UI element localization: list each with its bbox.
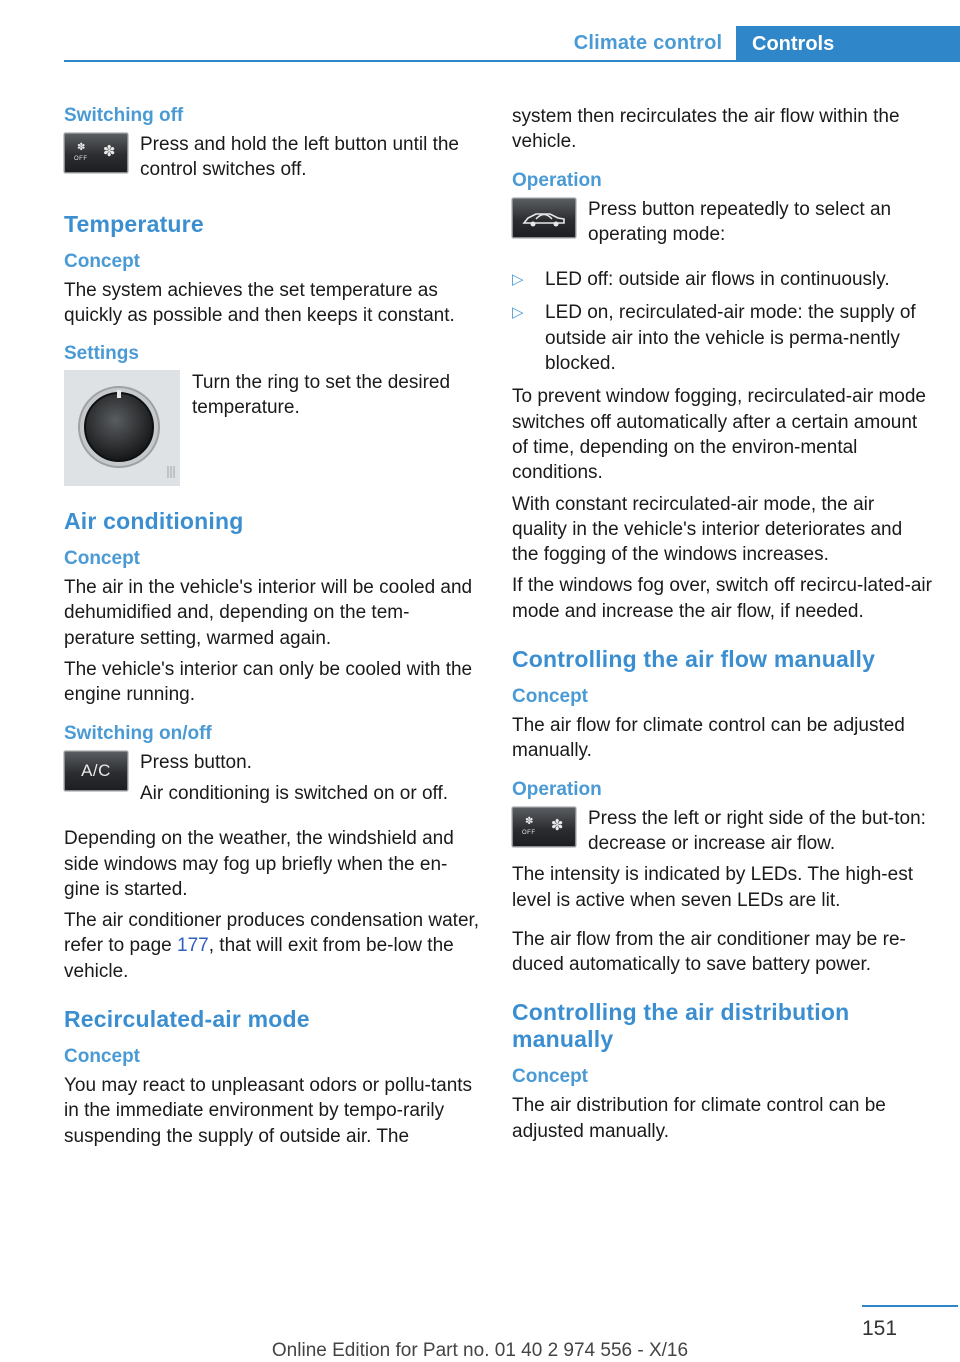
- header-chapter-tab: Controls: [736, 26, 960, 62]
- fan-icon: ✽: [102, 143, 116, 160]
- air-conditioning-title: Air conditioning: [64, 508, 244, 535]
- recirculated-air-title: Recirculated-air mode: [64, 1006, 310, 1033]
- distribution-concept: [512, 1065, 932, 1144]
- recirc-operation-heading: Operation: [512, 169, 602, 191]
- airflow-concept: [512, 685, 932, 764]
- air-flow-title: Controlling the air flow manually: [512, 646, 876, 673]
- temperature-title: Temperature: [64, 210, 204, 237]
- airflow-concept-text: The air flow for climate control can be adjusted manually.: [512, 715, 905, 762]
- ac-switch-heading: Switching on/off: [64, 722, 212, 744]
- temperature-settings-text: Turn the ring to set the desired temperature.: [192, 372, 451, 419]
- left-column: [64, 104, 480, 1163]
- fan-off-button-image: [64, 133, 128, 173]
- airflow-operation: [512, 778, 932, 913]
- airflow-operation-row: [512, 806, 932, 863]
- list-item: [512, 267, 932, 292]
- recirc-continued-text: system then recirculates the air flow within the vehicle.: [512, 106, 900, 153]
- fan-speed-button-image: [512, 807, 576, 847]
- ac-concept: [64, 547, 480, 707]
- switching-off-row: [64, 132, 480, 189]
- ac-condensation-text: [64, 908, 480, 984]
- header-rule: [64, 60, 960, 62]
- ac-concept-text-1: The air in the vehicle's interior will be cooled and dehumidified and, depending on the tem‐perature setting, warmed again.: [64, 577, 473, 649]
- fog-text-3: If the windows fog over, switch off recircu‐lated-air mode and increase the air flow, if needed.: [512, 575, 932, 622]
- switching-off-section: [64, 104, 480, 189]
- ac-switch-text-2: Air conditioning is switched on or off.: [140, 782, 449, 804]
- right-column: [512, 104, 932, 1158]
- fan-small-icon: ✽: [77, 142, 86, 153]
- ac-weather-text: Depending on the weather, the windshield and side windows may fog up briefly when the en‐gine is started.: [64, 828, 454, 900]
- temperature-settings-row: [64, 370, 480, 486]
- ac-switch-text-1: Press button.: [140, 751, 252, 773]
- recirc-button-image: [512, 198, 576, 238]
- switching-off-heading: Switching off: [64, 105, 184, 126]
- recirc-operation-text: Press button repeatedly to select an operating mode:: [588, 198, 892, 245]
- temperature-settings-heading: Settings: [64, 343, 139, 365]
- header-section-title: Climate control: [573, 31, 723, 54]
- switching-off-text: Press and hold the left button until the control switches off.: [140, 134, 459, 181]
- fog-text-2: With constant recirculated-air mode, the air quality in the vehicle's interior deteriorates and the fogging of the windows increases.: [512, 493, 903, 566]
- ac-condensation-post: , that will exit from be‐low the vehicle.: [64, 935, 454, 982]
- temperature-concept: [64, 250, 480, 329]
- ac-concept-heading: Concept: [64, 548, 140, 570]
- recirc-mode-list: [512, 267, 932, 376]
- recirc-operation-row: [512, 197, 932, 254]
- airflow-led-text: The intensity is indicated by LEDs. The high‐est level is active when seven LEDs are lit.: [512, 864, 913, 911]
- air-distribution-title: Controlling the air distribution manually: [512, 999, 850, 1053]
- airflow-operation-text: Press the left or right side of the but‐ton: decrease or increase air flow.: [588, 807, 926, 854]
- temperature-concept-text: The system achieves the set temperature as quickly as possible and then keeps it constant.: [64, 279, 455, 326]
- bullet-triangle-icon: ▷: [512, 304, 524, 322]
- distribution-concept-heading: Concept: [512, 1066, 588, 1088]
- list-item: [512, 300, 932, 376]
- recirc-mode-2: LED on, recirculated-air mode: the supply of outside air into the vehicle is perma‐nently blocked.: [545, 302, 916, 375]
- recirc-concept-text: You may react to unpleasant odors or pollu‐tants in the immediate environment by tempo‐rarily suspending the supply of outside air. The: [64, 1075, 473, 1147]
- page-177-link[interactable]: 177: [177, 935, 209, 957]
- airflow-operation-heading: Operation: [512, 778, 602, 800]
- distribution-concept-text: The air distribution for climate control can be adjusted manually.: [512, 1095, 886, 1142]
- recirc-mode-1: LED off: outside air flows in continuously.: [545, 269, 890, 291]
- page-number: 151: [862, 1317, 898, 1340]
- ac-button-image: A/C: [64, 751, 128, 791]
- off-label-icon: OFF: [522, 829, 536, 836]
- bullet-triangle-icon: ▷: [512, 271, 524, 289]
- ac-switch-texts: [140, 750, 480, 813]
- temperature-concept-heading: Concept: [64, 250, 140, 272]
- recirc-concept-heading: Concept: [64, 1046, 140, 1068]
- fan-icon: ✽: [550, 816, 564, 834]
- recirc-concept: [64, 1045, 480, 1149]
- ac-condensation-pre: The air conditioner produces condensation water, refer to page: [64, 910, 480, 957]
- fog-text-1: To prevent window fogging, recirculated-air mode switches off automatically after a certain amount of time, depending on the environ‐mental conditions.: [512, 386, 926, 484]
- ac-switching: [64, 722, 480, 813]
- edition-note: Online Edition for Part no. 01 40 2 974 556 - X/16: [271, 1340, 689, 1361]
- ac-concept-text-2: The vehicle's interior can only be cooled with the engine running.: [64, 659, 473, 706]
- recirc-operation: [512, 169, 932, 254]
- airflow-battery-text: The air flow from the air conditioner may be re‐duced automatically to save battery power.: [512, 928, 906, 976]
- fan-small-icon: ✽: [525, 815, 534, 827]
- ac-switch-row: [64, 750, 480, 813]
- car-recirculation-icon: [520, 207, 568, 229]
- temperature-knob-icon: [64, 370, 180, 486]
- off-label-icon: OFF: [74, 156, 88, 162]
- temperature-settings: [64, 342, 480, 486]
- airflow-concept-heading: Concept: [512, 686, 588, 708]
- footer-rule: [862, 1305, 958, 1307]
